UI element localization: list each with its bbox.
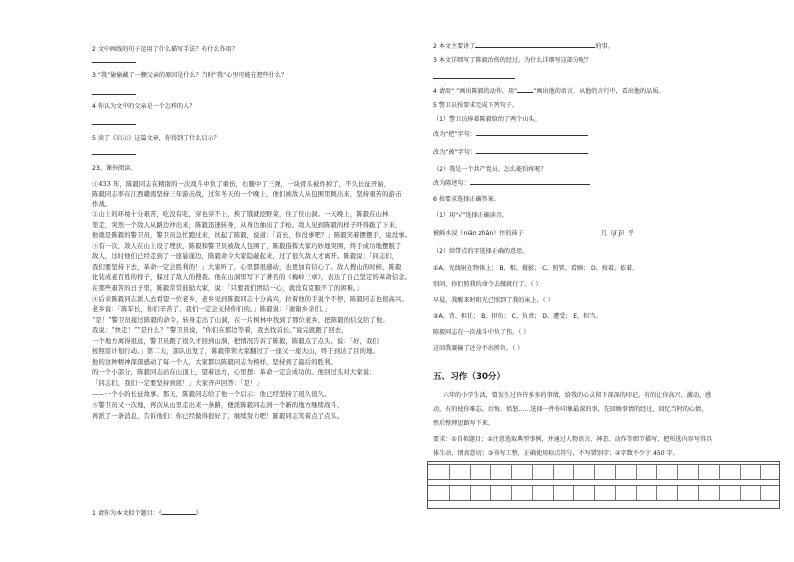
question-r6-2-a: 别问，你们照我的命令去做就行了。（ ） <box>433 281 542 288</box>
grid-cell[interactable] <box>553 486 554 500</box>
question-r6-2-options: ①A、光线射在物体上； B、相、摄影； C、照管、看顾； D、按着、依着。 <box>433 265 639 272</box>
grid-cell[interactable] <box>636 486 637 500</box>
question-r5-2: （2）我是一个共产党员，怎么能怕疼呢？ <box>433 166 547 173</box>
passage-line: 敌人，这时他们已经走到了一座悬崖边，陈毅命令大家隐蔽起来，过了很久敌人才离开。陈毅说：「同志们， <box>92 253 399 260</box>
question-r6-1: （1）用“√”选择正确读音。 <box>433 212 509 219</box>
grid-cell[interactable] <box>740 486 741 500</box>
ba-label: 改为“把”字句： <box>433 131 476 138</box>
answer-blank[interactable] <box>476 135 588 136</box>
passage-line: 的一个小部分，陈毅同志站在山顶上，望着远方，心里想：革命一定会成功的。他回过头对大家说： <box>92 369 376 376</box>
question-r5-ba <box>433 131 588 139</box>
composition-requirement: 要求：①自拟题目；②注意选取典型事例，并通过人物语言、神态、动作等细节描写，把所选内容写得具 <box>433 436 713 443</box>
bei-label: 改为“被”字句： <box>433 149 476 156</box>
question-1-prefix: 1 请你为本文拟个题目：《 <box>92 510 162 517</box>
passage-line: “是！”警卫员接过陈毅的命令，转身走出了山洞，在一片树林中找到了那位老乡，把陈毅的信交给了他。 <box>92 317 389 324</box>
grid-cell[interactable] <box>573 465 574 479</box>
passage-line: 化装成老百姓的样子，躲过了敌人的搜查。他在山洞里写下了著名的《梅岭三章》，表达了自己坚定的革命信念。 <box>92 274 412 281</box>
composition-prompt-line: 动，有的使你难忘、后悔、愤怒……选择一件你印象最深的事，先回顾事情的经过，回忆当时的心情， <box>433 406 708 413</box>
answer-blank[interactable] <box>476 153 588 154</box>
answer-blank[interactable] <box>162 514 196 515</box>
grid-cell[interactable] <box>490 465 491 479</box>
grid-cell[interactable] <box>594 465 595 479</box>
question-1 <box>92 510 202 518</box>
passage-line: 作战。 <box>92 201 112 208</box>
question-r4 <box>433 88 664 96</box>
passage-line: 他就是陈毅的警卫员，警卫员急忙跑过来，扶起了陈毅，说道：「首长，你没事吧？」陈毅笑着摆摆手，说没事。 <box>92 232 412 239</box>
wavy-line-sample <box>517 92 533 93</box>
grid-cell[interactable] <box>594 486 595 500</box>
grid-cell[interactable] <box>532 486 533 500</box>
question-r2-suffix: 的事。 <box>595 43 614 50</box>
answer-blank[interactable] <box>470 184 590 185</box>
passage-line: ②山上的环境十分艰苦，吃没有吃，穿也穿不上，挨了饿就挖野菜，住了住山洞。一天晚上，陈毅在山林 <box>92 211 389 218</box>
grid-cell[interactable] <box>656 465 657 479</box>
passage-line: 里走，突然一个敌人从路边冲出来，陈毅迅速转身，从身边抽出了手枪。敌人见到陈毅的样子吓得跪了下来， <box>92 222 402 229</box>
question-r6-1-ji: 几（jǐ jī）乎 <box>601 230 635 237</box>
grid-cell[interactable] <box>698 465 699 479</box>
passage-line: ——一个小的长征故事。那天，陈毅同志给了他一个启示：他已经坚持了很久很久。 <box>92 391 331 398</box>
question-3: 3 “我”偷偷藏了一颗父亲的原因是什么？当时“我”心里可能在想些什么？ <box>92 72 288 79</box>
composition-prompt-line: 然后整理思路写下来。 <box>433 420 494 427</box>
grid-cell[interactable] <box>470 465 471 479</box>
grid-cell[interactable] <box>511 465 512 479</box>
grid-cell[interactable] <box>490 486 491 500</box>
passage-line: 「同志们，我们一定要坚持到底！」大家齐声回答：「是！」 <box>92 380 263 387</box>
question-r3: 3 本文详细写了陈毅治伤的经过，为什么详细写这部分呢？ <box>433 57 592 64</box>
grid-cell[interactable] <box>511 486 512 500</box>
grid-cell[interactable] <box>656 486 657 500</box>
grid-cell[interactable] <box>677 465 678 479</box>
answer-blank[interactable] <box>92 153 136 155</box>
grid-cell[interactable] <box>615 465 616 479</box>
question-r5-bei <box>433 149 588 157</box>
answer-blank[interactable] <box>92 123 136 125</box>
question-r5-1: （1）警卫员捧着陈毅给的了两个山头。 <box>433 116 541 123</box>
question-r5-statement <box>433 180 590 188</box>
grid-cell[interactable] <box>573 486 574 500</box>
question-r6-2-b: 早晨，我醒来时阳光已照到了我的床上。（ ） <box>433 297 554 304</box>
question-r4-suffix: ”画出他的语言，从他的言行中，看出他的品质。 <box>533 88 665 95</box>
passage-line: 再派了一条消息，告诉他们：你已经做得很好了，继续努力吧！陈毅同志笑着点了点头。 <box>92 413 344 420</box>
passage-line: 我说：“快走！”“是什么？”警卫员说，“你们在那边等着，我去找首长。”说完就跑了回去， <box>92 327 348 334</box>
grid-cell[interactable] <box>760 465 761 479</box>
question-r6-1-text: 被鲜水浸（nián zhān）住的袜子 <box>433 230 524 237</box>
grid-cell[interactable] <box>553 465 554 479</box>
grid-cell[interactable] <box>449 486 450 500</box>
question-r4-prefix: 4 请用“ ”画出陈毅的动作，用“ <box>433 88 518 95</box>
grid-cell[interactable] <box>677 486 678 500</box>
grid-cell[interactable] <box>719 486 720 500</box>
passage-line: 在那些艰苦的日子里，陈毅常常鼓励大家，说：「只要我们团结一心，就没有克服不了的困难。」 <box>92 285 363 292</box>
passage-line: 一个地方离得很远，警卫员跑了很久才回到山洞，把情况告诉了陈毅，陈毅点了点头，说：「好，我们 <box>92 338 379 345</box>
question-5: 5 读了《启示》这篇文章，你得到了什么启示？ <box>92 135 220 142</box>
question-r2 <box>433 43 614 51</box>
question-r6-2-d: 这回我赛输了还分不出胜负。（ ） <box>433 345 524 352</box>
passage-line: 陈毅同志率在江西赣南坚持三年游击战，过年冬天的一个晚上，他们被敌人从包围里跳出来，坚持艰苦的游击 <box>92 191 402 198</box>
grid-cell[interactable] <box>719 465 720 479</box>
grid-cell[interactable] <box>636 465 637 479</box>
grid-cell[interactable] <box>760 486 761 500</box>
question-r6-2-options2: ②A、背、担任； B、担负； C、负责； D、遭受； E、担当。 <box>433 313 602 320</box>
passage-line: ①433 年，陈毅同志在精南的一次战斗中负了重伤，右腿中了三弹，一块骨头被炸掉了，不久长征开始， <box>92 181 391 188</box>
grid-cell[interactable] <box>740 465 741 479</box>
grid-cell[interactable] <box>615 486 616 500</box>
question-r5: 5 警卫员按要求完成下列句子。 <box>433 102 519 109</box>
grid-cell[interactable] <box>698 486 699 500</box>
section-title-composition: 五、习作（30分） <box>433 372 506 382</box>
question-r2-prefix: 2 本文主要讲了 <box>433 43 476 50</box>
passage-line: ⑤警卫员又一次地，再次从山里走出来一条路，便派陈毅同志到一个新的地方继续战斗， <box>92 402 344 409</box>
reading-heading: 23、课外阅读。 <box>92 165 137 172</box>
grid-cell[interactable] <box>449 465 450 479</box>
grid-row[interactable] <box>428 485 779 501</box>
question-r6-2: （2）给带点的字选择正确的意思。 <box>433 248 529 255</box>
passage-line: 我们要坚持下去，革命一定会胜利的！」大家听了，心里都很感动，也更加有信心了。敌人搜山的时候，陈毅 <box>92 264 402 271</box>
question-r6: 6 按要求选择正确答案。 <box>433 196 500 203</box>
answer-blank[interactable] <box>92 61 136 63</box>
question-4: 4 你认为文中的父亲是一个怎样的人？ <box>92 103 196 110</box>
passage-line: 按照原计划行动。」第二天，部队出发了，陈毅带领大家翻过了一座又一座大山，终于到达了目的地。 <box>92 348 379 355</box>
grid-cell[interactable] <box>532 465 533 479</box>
passage-line: 老乡说：「陈军长，你们辛苦了，我们一定会支持你们的。」陈毅说：「谢谢乡亲们。」 <box>92 306 331 313</box>
passage-line: 他的这种精神深深感动了每一个人，大家都以陈毅同志为榜样，坚持到了最后的胜利。 <box>92 359 337 366</box>
passage-line: ③有一次，敌人在山上设了埋伏，陈毅和警卫员被敌人包围了，陈毅指挥大家巧妙地突围，终于成功地摆脱了 <box>92 243 402 250</box>
composition-requirement: 体生动、情真意切；③书写工整，正确使用标点符号，不写错别字；④字数不少于 450 字。 <box>433 450 679 457</box>
passage-line: ④后来陈毅同志派人去看望一位老乡，老乡见到陈毅同志十分高兴，拉着他的手说个不停，陈毅同志也很高兴。 <box>92 296 408 303</box>
answer-blank[interactable] <box>475 47 595 48</box>
question-1-suffix: 》 <box>195 510 202 517</box>
writing-grid[interactable] <box>427 461 780 509</box>
question-2: 2 文中画线的句子运用了什么描写手法？有什么作用？ <box>92 46 238 53</box>
question-r6-2-c: 陈毅同志在一次战斗中负了伤。（ ） <box>433 329 530 336</box>
grid-row[interactable] <box>428 464 779 480</box>
composition-prompt-line: 六年的小学生活，曾发生过许许多多的事情，给我的心灵留下深深的印记。有的让你高兴、激动、感 <box>443 392 712 399</box>
statement-label: 改为陈述句： <box>433 180 470 187</box>
grid-cell[interactable] <box>470 486 471 500</box>
answer-blank[interactable] <box>433 77 515 79</box>
answer-blank[interactable] <box>92 93 136 95</box>
